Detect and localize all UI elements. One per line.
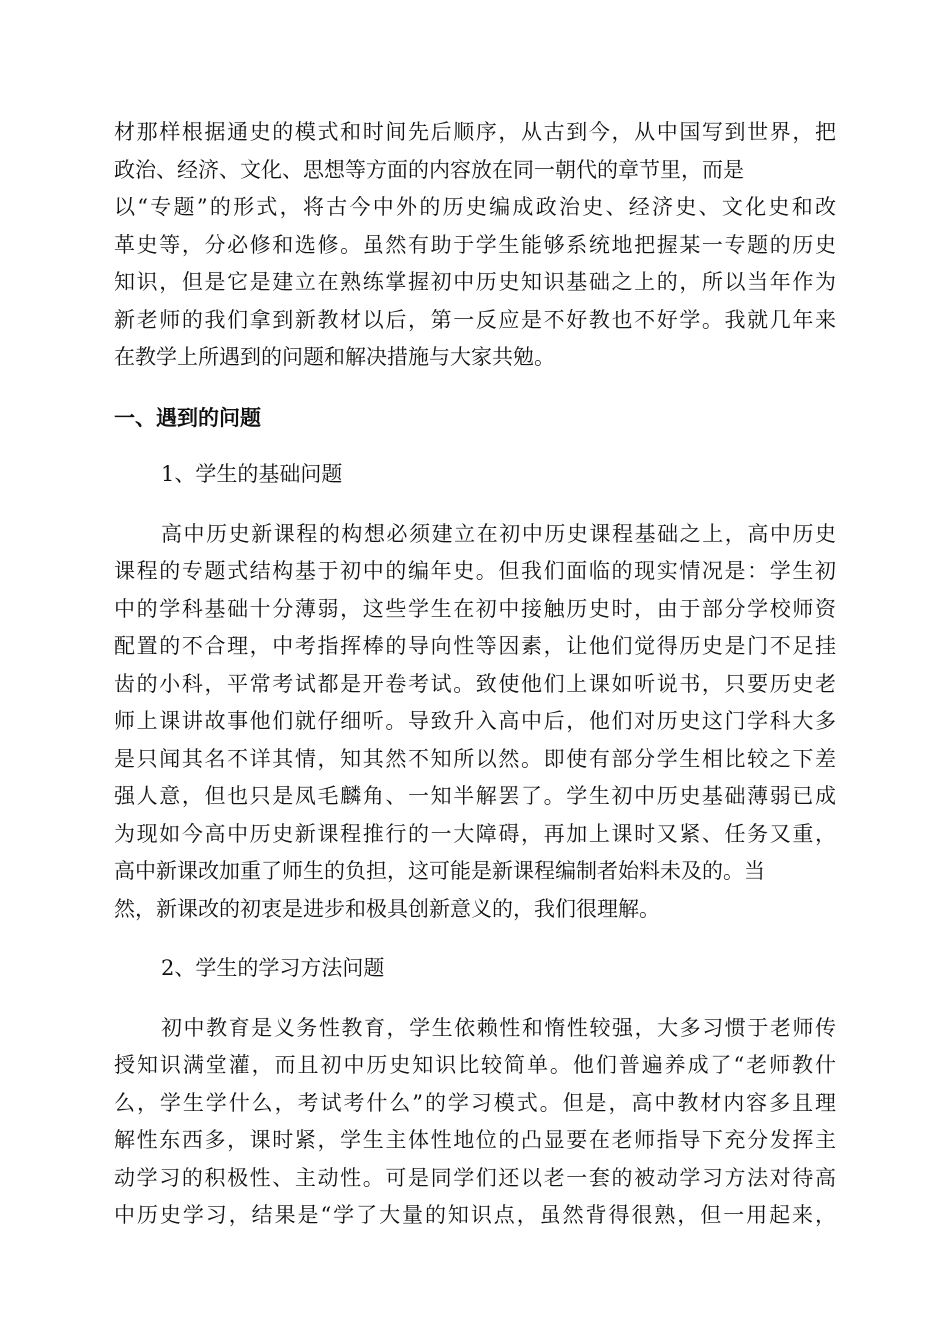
basics-paragraph — [114, 516, 836, 929]
intro-line: 以“专题”的形式，将古今中外的历史编成政治史、经济史、文化史和改 — [114, 195, 836, 219]
spacer — [114, 494, 836, 516]
spacer — [114, 928, 836, 950]
intro-line: 政治、经济、文化、思想等方面的内容放在同一朝代的章节里，而是 — [114, 157, 744, 182]
spacer — [114, 988, 836, 1010]
intro-line: 在教学上所遇到的问题和解决措施与大家共勉。 — [114, 345, 555, 369]
paragraph-line: 授知识满堂灌，而且初中历史知识比较简单。他们普遍养成了“老师教什 — [114, 1053, 836, 1077]
paragraph-line: 动学习的积极性、主动性。可是同学们还以老一套的被动学习方法对待高 — [114, 1165, 836, 1190]
section-heading: 一、遇到的问题 — [114, 404, 261, 430]
paragraph-line: 为现如今高中历史新课程推行的一大障碍，再加上课时又紧、任务又重， — [114, 821, 836, 846]
paragraph-line: 然，新课改的初衷是进步和极具创新意义的，我们很理解。 — [114, 896, 660, 921]
paragraph-line: 么，学生学什么，考试考什么”的学习模式。但是，高中教材内容多且理 — [114, 1090, 836, 1115]
subsection-title: 2、学生的学习方法问题 — [161, 956, 385, 980]
paragraph-line: 解性东西多，课时紧，学生主体性地位的凸显要在老师指导下充分发挥主 — [114, 1128, 836, 1152]
paragraph-line: 高中新课改加重了师生的负担，这可能是新课程编制者始料未及的。当 — [114, 859, 765, 883]
paragraph-line: 齿的小科，平常考试都是开卷考试。致使他们上课如听说书，只要历史老 — [114, 671, 836, 696]
paragraph-line: 是只闻其名不详其情，知其然不知所以然。即使有部分学生相比较之下差 — [114, 746, 836, 771]
paragraph-line: 师上课讲故事他们就仔细听。导致升入高中后，他们对历史这门学科大多 — [114, 709, 836, 733]
paragraph-line: 中的学科基础十分薄弱，这些学生在初中接触历史时，由于部分学校师资 — [114, 596, 836, 621]
paragraph-line: 配置的不合理，中考指挥棒的导向性等因素，让他们觉得历史是门不足挂 — [114, 634, 836, 658]
paragraph-line: 强人意，但也只是凤毛麟角、一知半解罢了。学生初中历史基础薄弱已成 — [114, 784, 836, 808]
intro-line: 革史等，分必修和选修。虽然有助于学生能够系统地把握某一专题的历史 — [114, 232, 836, 257]
intro-line: 知识，但是它是建立在熟练掌握初中历史知识基础之上的，所以当年作为 — [114, 270, 836, 294]
spacer — [114, 436, 836, 456]
subsection-title: 1、学生的基础问题 — [161, 462, 343, 486]
methods-paragraph — [114, 1010, 836, 1235]
intro-paragraph — [114, 114, 836, 377]
paragraph-line: 初中教育是义务性教育，学生依赖性和惰性较强，大多习惯于老师传 — [161, 1015, 836, 1040]
intro-line: 材那样根据通史的模式和时间先后顺序，从古到今，从中国写到世界，把 — [114, 120, 836, 144]
spacer — [114, 377, 836, 399]
paragraph-line: 高中历史新课程的构想必须建立在初中历史课程基础之上，高中历史 — [161, 521, 836, 546]
paragraph-line: 课程的专题式结构基于初中的编年史。但我们面临的现实情况是：学生初 — [114, 559, 836, 583]
document-body — [114, 114, 836, 1235]
paragraph-line: 中历史学习，结果是“学了大量的知识点，虽然背得很熟，但一用起来， — [114, 1203, 836, 1227]
intro-line: 新老师的我们拿到新教材以后，第一反应是不好教也不好学。我就几年来 — [114, 307, 836, 332]
